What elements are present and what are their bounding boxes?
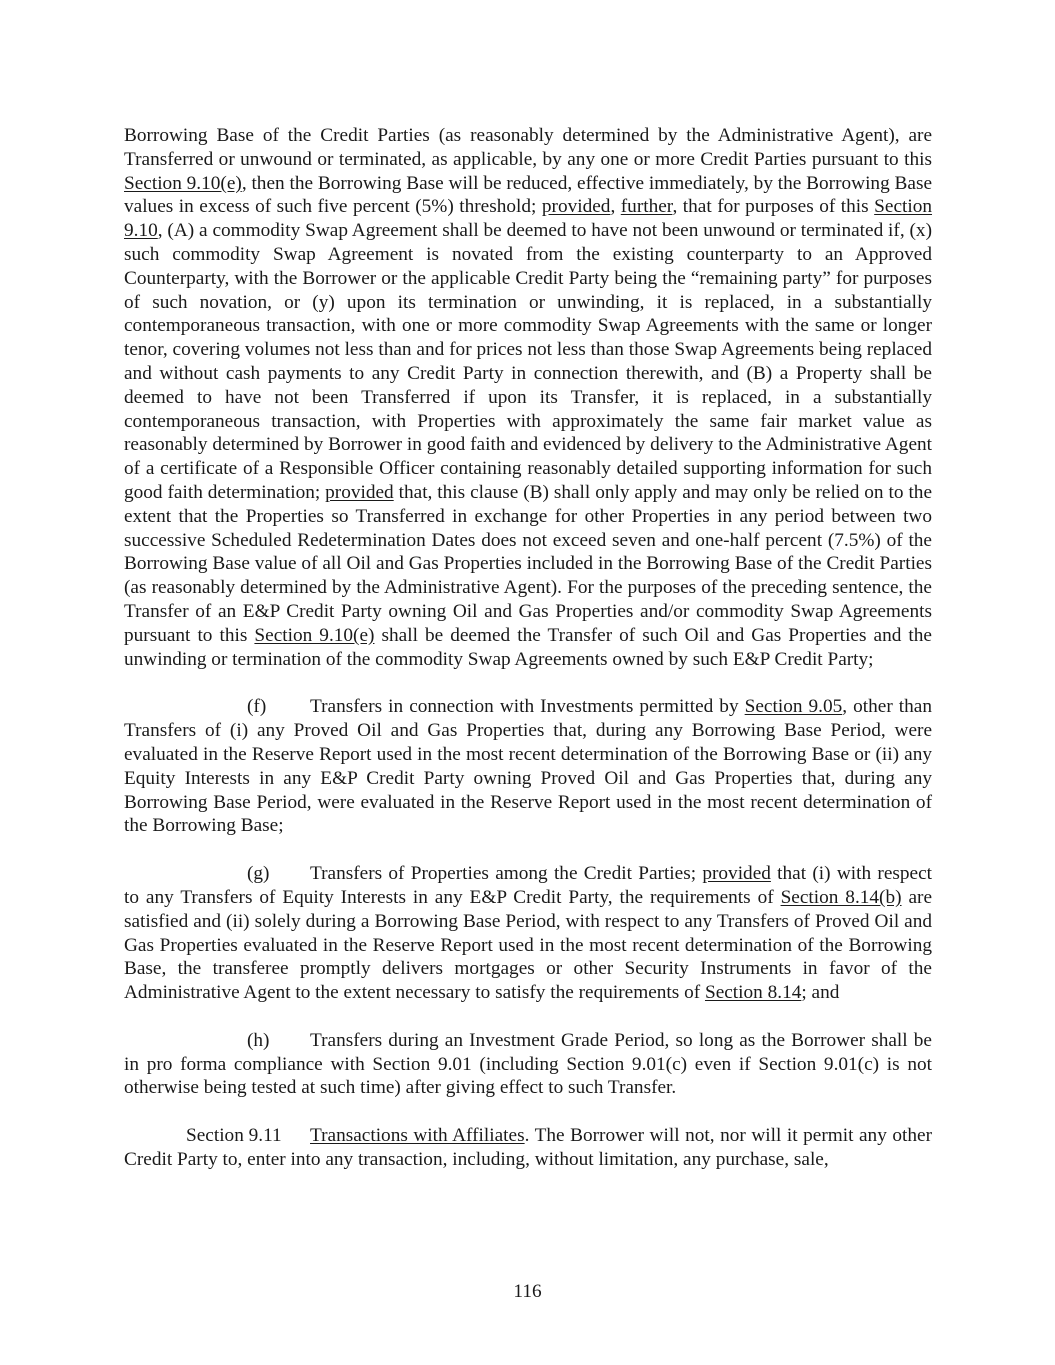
page-number: 116	[513, 1281, 542, 1302]
clause-g: (g) Transfers of Properties among the Credit Parties; provided that (i) with respect to any Transfers of Equity Interests in any E&P Credit Party, the requirements of Section 8.14(b) are satisfied and (ii) solely during a Borrowing Base Period, with respect to any Transfers of Proved Oil and Gas Properties evaluated in the Reserve Report used in the most recent determination of the Borrowing Base, the transferee promptly delivers mortgages or other Security Instruments in favor of the Administrative Agent to the extent necessary to satisfy the requirements of Section 8.14; and	[124, 863, 932, 1004]
section-9-11: Section 9.11 Transactions with Affiliates. The Borrower will not, nor will it permit any other Credit Party to, enter into any transaction, including, without limitation, any purchase, sale,	[124, 1125, 932, 1171]
clause-h: (h) Transfers during an Investment Grade Period, so long as the Borrower shall be in pro forma compliance with Section 9.01 (including Section 9.01(c) even if Section 9.01(c) is not otherwise being tested at such time) after giving effect to such Transfer.	[124, 1029, 932, 1099]
section-ref-9-10-e: Section 9.10(e)	[124, 172, 242, 194]
clause-label: (h)	[247, 1029, 270, 1051]
provided-term: provided	[702, 863, 771, 885]
clause-label: (f)	[247, 696, 267, 718]
paragraph-e-continuation: Borrowing Base of the Credit Parties (as reasonably determined by the Administrative Agent), are Transferred or unwound or terminated, as applicable, by any one or more Credit Parties pursuant to this Section 9.10(e), then the Borrowing Base will be reduced, effective immediately, by the Borrowing Base values in excess of such five percent (5%) threshold; provided, further, that for purposes of this Section 9.10, (A) a commodity Swap Agreement shall be deemed to have not been unwound or terminated if, (x) such commodity Swap Agreement is novated from the existing counterparty to an Approved Counterparty, with the Borrower or the applicable Credit Party being the “remaining party” for purposes of such novation, or (y) upon its termination or unwinding, it is replaced, in a substantially contemporaneous transaction, with one or more commodity Swap Agreements with the same or longer tenor, covering volumes not less than and for prices not less than those Swap Agreements being replaced and without cash payments to any Credit Party in connection therewith, and (B) a Property shall be deemed to have not been Transferred if upon its Transfer, it is replaced, in a substantially contemporaneous transaction, with Properties with approximately the same fair market value as reasonably determined by Borrower in good faith and evidenced by delivery to the Administrative Agent of a certificate of a Responsible Officer containing reasonably detailed supporting information for such good faith determination; provided that, this clause (B) shall only apply and may only be relied on to the extent that the Properties so Transferred in exchange for other Properties in any period between two successive Scheduled Redetermination Dates does not exceed seven and one-half percent (7.5%) of the Borrowing Base value of all Oil and Gas Properties included in the Borrowing Base of the Credit Parties (as reasonably determined by the Administrative Agent). For the purposes of the preceding sentence, the Transfer of an E&P Credit Party owning Oil and Gas Properties and/or commodity Swap Agreements pursuant to this Section 9.10(e) shall be deemed the Transfer of such Oil and Gas Properties and the unwinding or termination of the commodity Swap Agreements owned by such E&P Credit Party;	[124, 125, 933, 670]
clause-f: (f) Transfers in connection with Investments permitted by Section 9.05, other than Transfers of (i) any Proved Oil and Gas Properties that, during any Borrowing Base Period, were evaluated in the Reserve Report used in the most recent determination of the Borrowing Base or (ii) any Equity Interests in any E&P Credit Party owning Proved Oil and Gas Properties that, during any Borrowing Base Period, were evaluated in the Reserve Report used in the most recent determination of the Borrowing Base;	[124, 696, 932, 837]
section-ref-9-10: Section 9.10	[124, 196, 933, 242]
section-ref-8-14-b: Section 8.14(b)	[780, 886, 902, 908]
section-heading: Transactions with Affiliates	[310, 1125, 525, 1147]
further-term: further	[620, 196, 673, 218]
section-ref-9-10-e: Section 9.10(e)	[254, 624, 375, 646]
clause-label: (g)	[247, 863, 270, 885]
provided-term: provided	[325, 481, 394, 503]
section-ref-8-14: Section 8.14	[704, 982, 802, 1004]
section-number: Section 9.11	[186, 1125, 282, 1147]
provided-term: provided	[541, 196, 611, 218]
document-page	[124, 124, 932, 1172]
section-ref-9-05: Section 9.05	[744, 696, 843, 718]
